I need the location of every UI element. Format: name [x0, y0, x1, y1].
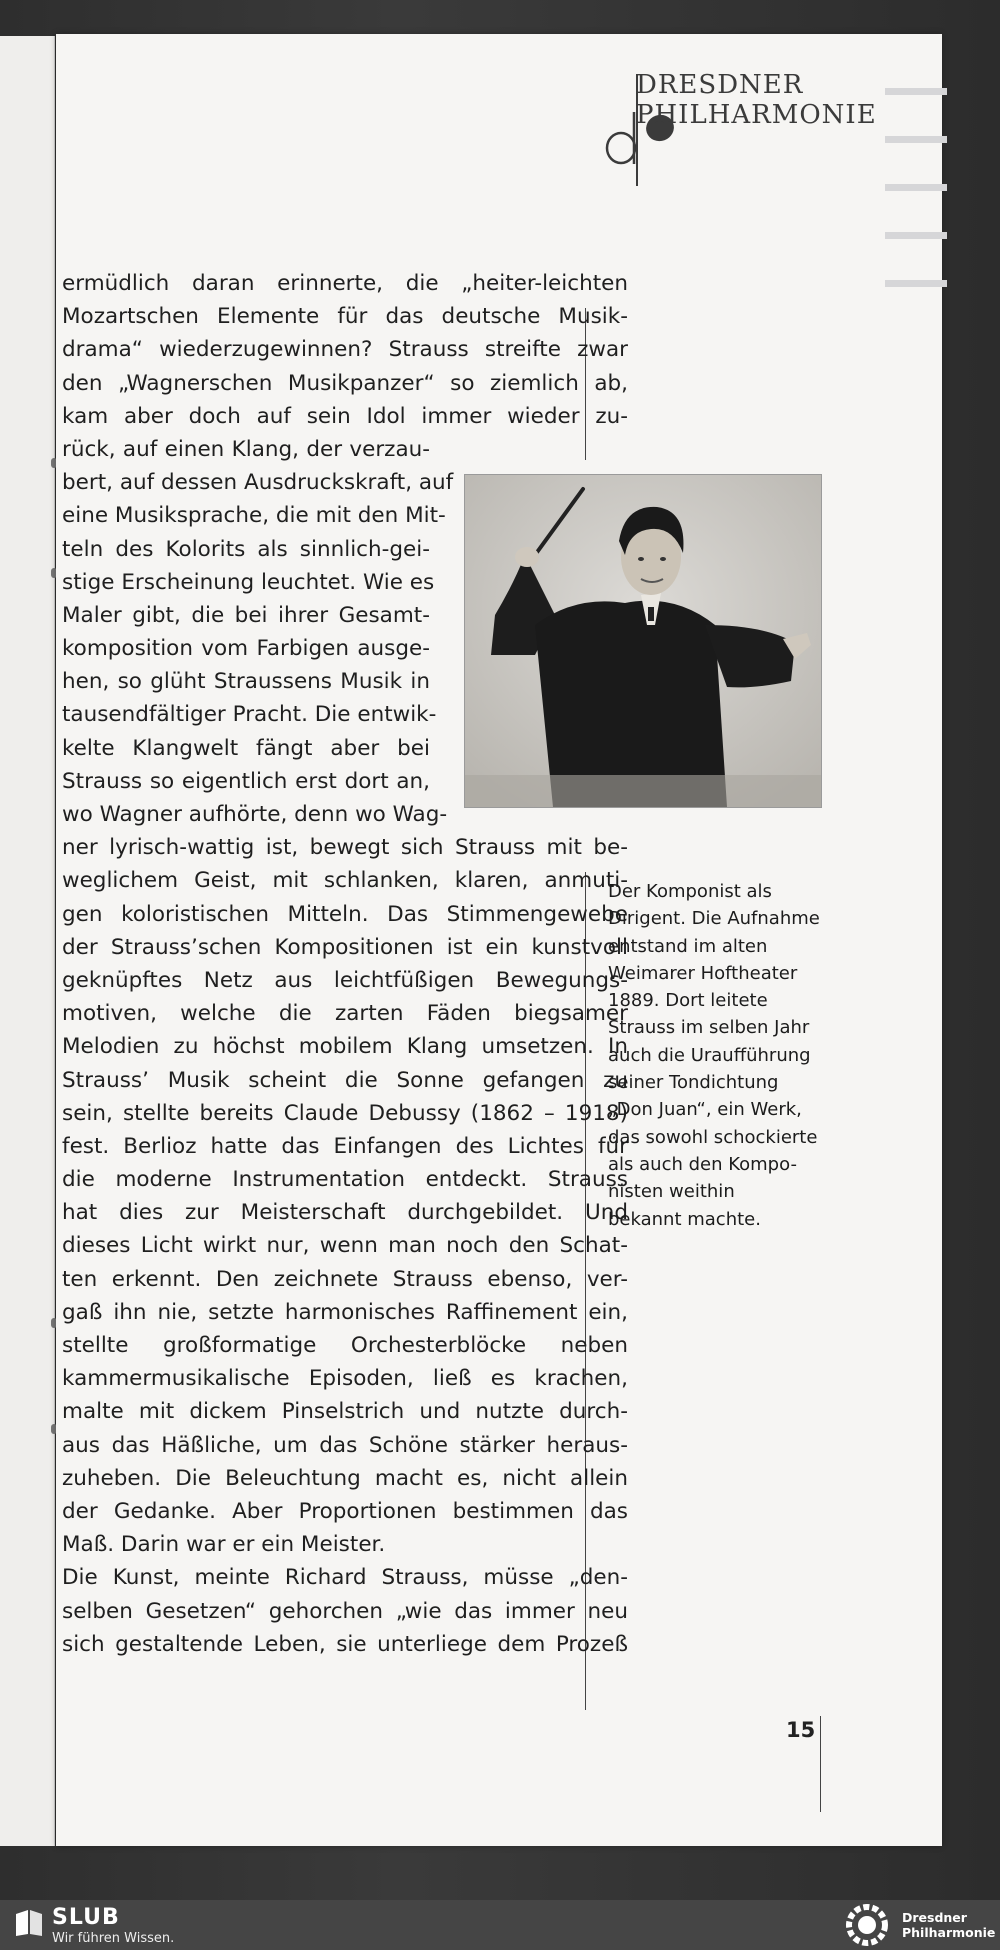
text-line: sein, stellte bereits Claude Debussy (1862 – 1918) [62, 1100, 628, 1126]
text-line: wo Wagner aufhörte, denn wo Wag- [62, 802, 448, 827]
orchestra-wordmark [636, 70, 877, 130]
text-line: Maler gibt, die bei ihrer Gesamt- [62, 602, 430, 628]
text-line: der Gedanke. Aber Proportionen bestimmen das [62, 1498, 628, 1524]
caption-line: „Don Juan“, ein Werk, [608, 1099, 802, 1121]
caption-line: nisten weithin [608, 1181, 735, 1203]
text-line: ten erkennt. Den zeichnete Strauss ebenso, ver- [62, 1266, 628, 1292]
text-line: Maß. Darin war er ein Meister. [62, 1532, 386, 1558]
text-line: Strauss’ Musik scheint die Sonne gefangen zu [62, 1067, 628, 1093]
text-line: geknüpftes Netz aus leichtfüßigen Bewegungs- [62, 967, 628, 993]
conductor-photo [464, 474, 822, 808]
text-line: sich gestaltende Leben, sie unterliege dem Prozeß [62, 1631, 628, 1657]
text-line: Strauss so eigentlich erst dort an, [62, 768, 430, 794]
text-line: weglichem Geist, mit schlanken, klaren, anmuti- [62, 868, 628, 894]
caption-line: als auch den Kompo- [608, 1153, 797, 1175]
text-line: kelte Klangwelt fängt aber bei [62, 735, 430, 761]
caption-line: Der Komponist als [608, 881, 772, 902]
page-number-rule [820, 1716, 821, 1812]
caption-line: Strauss im selben Jahr [608, 1017, 810, 1039]
bleed-through-mark [885, 232, 947, 239]
strauss-conducting-image [465, 475, 821, 807]
text-line: malte mit dickem Pinselstrich und nutzte durch- [62, 1399, 628, 1425]
bleed-through-mark [885, 136, 947, 143]
text-line: Mozartschen Elemente für das deutsche Musik- [62, 304, 628, 330]
wordmark-line-2: PHILHARMONIE [636, 100, 877, 130]
text-line: rück, auf einen Klang, der verzau- [62, 436, 430, 462]
caption-line: 1889. Dort leitete [608, 990, 768, 1012]
caption-line: Dirigent. Die Aufnahme [608, 908, 820, 930]
page-number: 15 [786, 1718, 816, 1742]
text-line: ermüdlich daran erinnerte, die „heiter-leichten [62, 271, 628, 296]
text-line: selben Gesetzen“ gehorchen „wie das immer neu [62, 1598, 628, 1624]
bleed-through-mark [885, 184, 947, 191]
text-line: hen, so glüht Straussens Musik in [62, 669, 430, 695]
slub-book-icon [14, 1908, 44, 1938]
caption-line: das sowohl schockierte [608, 1126, 818, 1148]
photo-caption [608, 878, 848, 1233]
caption-line: entstand im alten [608, 935, 768, 957]
text-line: fest. Berlioz hatte das Einfangen des Lichtes für [62, 1133, 628, 1159]
facing-page-edge [0, 36, 55, 1846]
bleed-through-mark [885, 88, 947, 95]
text-line: kammermusikalische Episoden, ließ es krachen, [62, 1366, 628, 1392]
caption-line: bekannt machte. [608, 1208, 761, 1230]
text-line: Melodien zu höchst mobilem Klang umsetzen. In [62, 1034, 628, 1060]
text-line: der Strauss’schen Kompositionen ist ein kunstvoll [62, 934, 628, 960]
text-line: Die Kunst, meinte Richard Strauss, müsse „den- [62, 1565, 628, 1591]
text-line: kam aber doch auf sein Idol immer wieder zu- [62, 403, 628, 429]
text-line: den „Wagnerschen Musikpanzer“ so ziemlich ab, [62, 370, 628, 396]
text-line: motiven, welche die zarten Fäden biegsamer [62, 1001, 628, 1027]
text-line: bert, auf dessen Ausdruckskraft, auf [62, 470, 454, 496]
text-line: stige Erscheinung leuchtet. Wie es [62, 569, 435, 595]
partner-emblem-icon [840, 1901, 894, 1949]
bleed-through-mark [885, 280, 947, 287]
text-line: hat dies zur Meisterschaft durchgebildet. Und [62, 1200, 628, 1226]
wordmark-line-1: DRESDNER [636, 70, 804, 100]
viewer-footer [0, 1900, 1000, 1950]
text-line: gaß ihn nie, setzte harmonisches Raffinement ein, [62, 1299, 628, 1325]
caption-line: Weimarer Hoftheater [608, 962, 798, 984]
partner-line-2: Philharmonie [902, 1925, 996, 1940]
caption-line: seiner Tondichtung [608, 1072, 779, 1094]
caption-line: auch die Uraufführung [608, 1044, 811, 1066]
text-line: zuheben. Die Beleuchtung macht es, nicht allein [62, 1465, 628, 1491]
text-line: tausendfältiger Pracht. Die entwik- [62, 702, 437, 728]
text-line: ner lyrisch-wattig ist, bewegt sich Strauss mit be- [62, 835, 628, 861]
partner-line-1: Dresdner [902, 1910, 967, 1925]
text-line: dieses Licht wirkt nur, wenn man noch den Schat- [62, 1233, 628, 1259]
text-line: stellte großformatige Orchesterblöcke neben [62, 1333, 628, 1358]
text-line: teln des Kolorits als sinnlich-gei- [62, 536, 430, 562]
text-line: aus das Häßliche, um das Schöne stärker heraus- [62, 1432, 628, 1458]
text-line: die moderne Instrumentation entdeckt. Strauss [62, 1167, 628, 1193]
text-line: komposition vom Farbigen ausge- [62, 636, 430, 662]
text-line: gen koloristischen Mitteln. Das Stimmengewebe [62, 901, 628, 927]
slub-name: SLUB [52, 1905, 120, 1930]
slub-tagline: Wir führen Wissen. [52, 1931, 175, 1946]
partner-name [902, 1910, 995, 1940]
text-line: eine Musiksprache, die mit den Mit- [62, 503, 446, 529]
text-line: drama“ wiederzugewinnen? Strauss streifte zwar [62, 337, 628, 363]
